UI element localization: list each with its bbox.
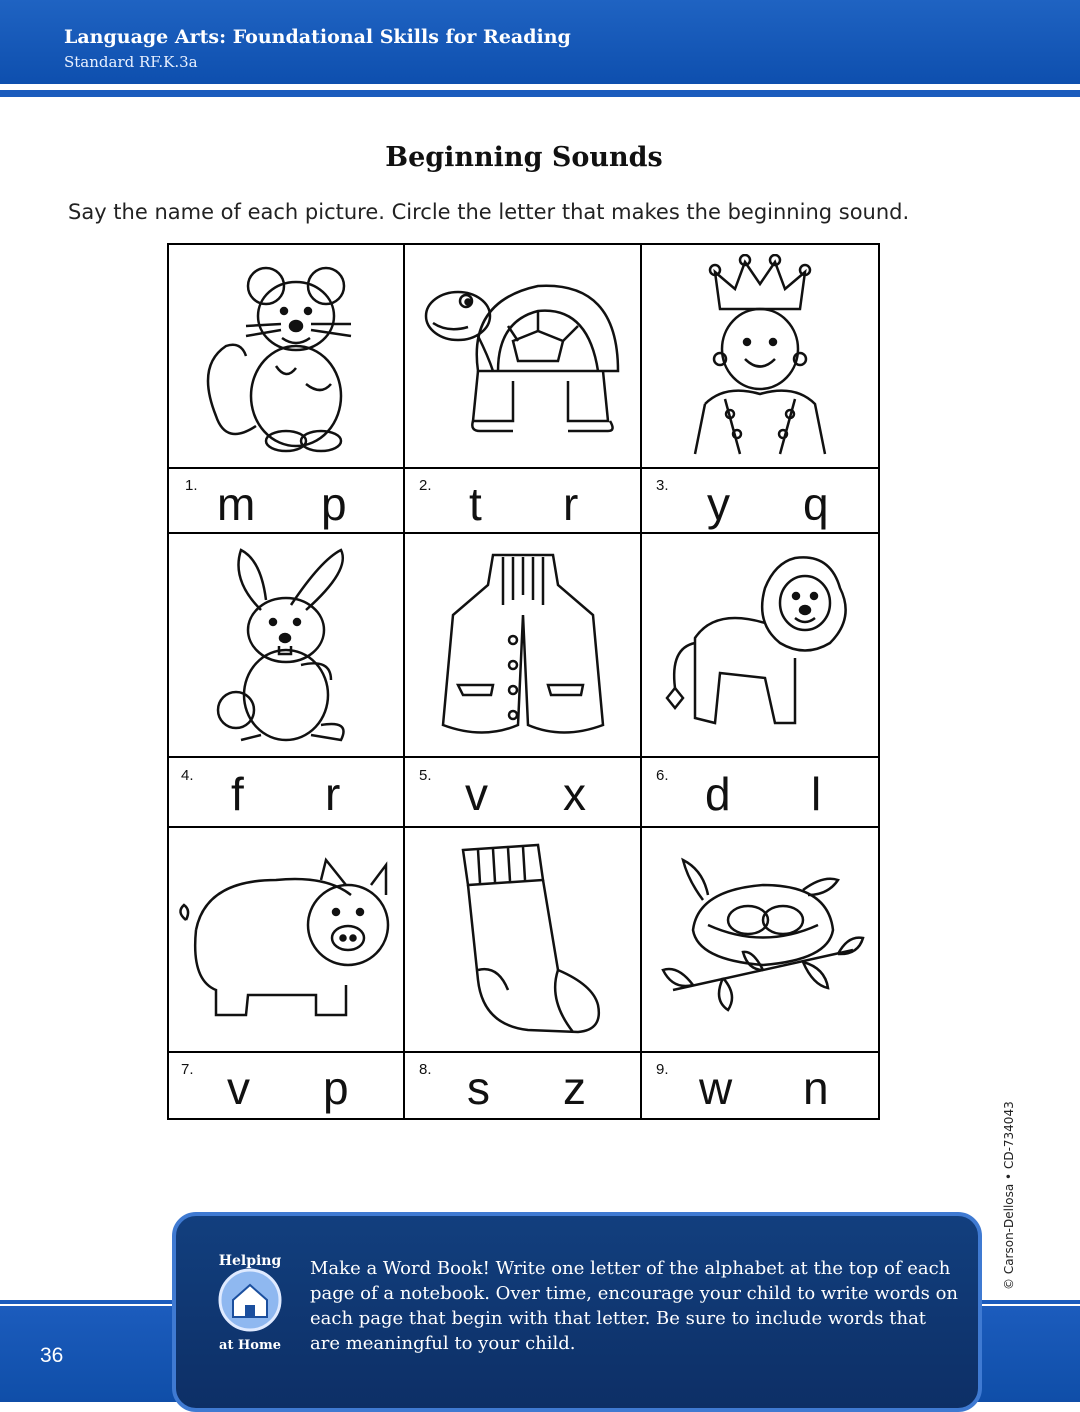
rabbit-picture xyxy=(169,534,403,756)
sock-picture xyxy=(405,828,640,1051)
letter-choice[interactable]: d xyxy=(705,768,731,820)
letter-choice[interactable]: t xyxy=(469,478,482,530)
letter-choice[interactable]: w xyxy=(699,1062,733,1114)
header-stripe xyxy=(0,90,1080,97)
item-number: 7. xyxy=(181,1061,194,1078)
letter-choice[interactable]: z xyxy=(563,1062,586,1114)
letter-choice[interactable]: m xyxy=(217,478,256,530)
letter-choice[interactable]: n xyxy=(803,1062,829,1114)
item-number: 6. xyxy=(656,767,669,784)
letter-choice[interactable]: x xyxy=(563,768,586,820)
item-number: 2. xyxy=(419,477,432,494)
item-number: 1. xyxy=(185,477,198,494)
worksheet-grid xyxy=(167,243,880,1120)
letter-choice[interactable]: q xyxy=(803,478,829,530)
letter-choice[interactable]: s xyxy=(467,1062,490,1114)
letter-choice[interactable]: r xyxy=(325,768,341,820)
mouse-picture xyxy=(169,245,403,467)
item-number: 3. xyxy=(656,477,669,494)
copyright-text: © Carson-Dellosa • CD-734043 xyxy=(1002,1101,1016,1290)
pig-picture xyxy=(169,828,403,1051)
header-title: Language Arts: Foundational Skills for Reading xyxy=(64,26,571,48)
grid-divider xyxy=(169,467,878,469)
item-number: 5. xyxy=(419,767,432,784)
helping-at-home-text: Make a Word Book! Write one letter of the alphabet at the top of each page of a notebook. Over time, encourage your child to write words on each page that begin with that letter. Be sure to include words that are meaningful to your child. xyxy=(310,1258,959,1354)
grid-divider xyxy=(169,756,878,758)
item-number: 4. xyxy=(181,767,194,784)
letter-choice[interactable]: p xyxy=(321,478,347,530)
letter-choice[interactable]: v xyxy=(465,768,488,820)
page-number: 36 xyxy=(40,1344,64,1367)
helping-at-home-badge xyxy=(205,1245,295,1355)
turtle-picture xyxy=(405,245,640,467)
letter-choice[interactable]: y xyxy=(707,478,730,530)
instructions: Say the name of each picture. Circle the letter that makes the beginning sound. xyxy=(68,200,910,224)
badge-top-text: Helping xyxy=(218,1253,282,1269)
vest-picture xyxy=(405,534,640,756)
page-title: Beginning Sounds xyxy=(385,142,663,173)
badge-bottom-text: at Home xyxy=(219,1338,281,1353)
letter-choice[interactable]: p xyxy=(323,1062,349,1114)
letter-choice[interactable]: v xyxy=(227,1062,250,1114)
letter-choice[interactable]: l xyxy=(811,768,822,820)
header-standard: Standard RF.K.3a xyxy=(64,53,198,71)
queen-picture xyxy=(642,245,878,467)
letter-choice[interactable]: r xyxy=(563,478,579,530)
lion-picture xyxy=(642,534,878,756)
letter-choice[interactable]: f xyxy=(231,768,244,820)
item-number: 8. xyxy=(419,1061,432,1078)
grid-divider xyxy=(169,1051,878,1053)
nest-picture xyxy=(642,828,878,1051)
item-number: 9. xyxy=(656,1061,669,1078)
